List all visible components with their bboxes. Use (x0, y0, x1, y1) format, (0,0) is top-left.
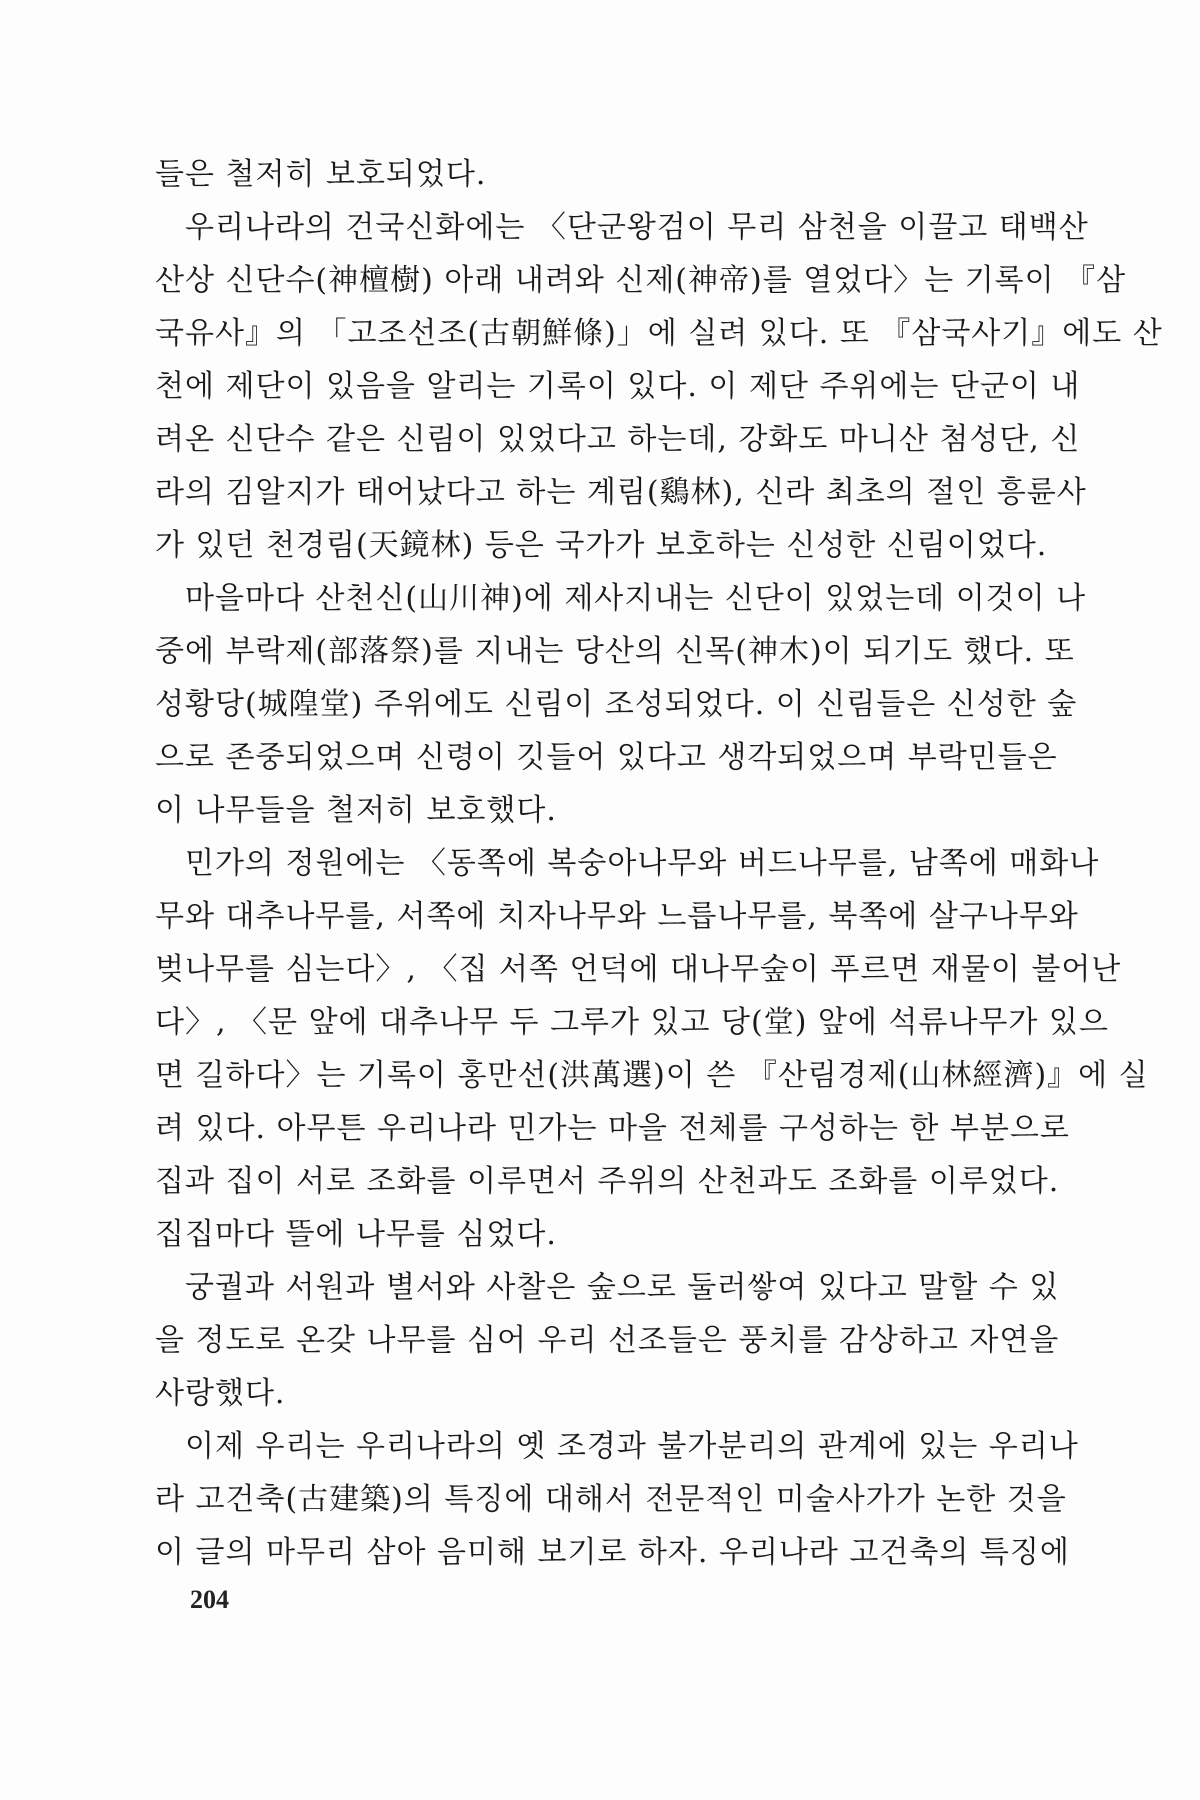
text-line: 천에 제단이 있음을 알리는 기록이 있다. 이 제단 주위에는 단군이 내 (155, 369, 1081, 404)
text-line: 이 글의 마무리 삼아 음미해 보기로 하자. 우리나라 고건축의 특징에 (155, 1535, 1070, 1570)
text-line: 산상 신단수(神檀樹) 아래 내려와 신제(神帝)를 열었다〉는 기록이 『삼 (155, 263, 1127, 298)
paragraph (155, 837, 1149, 1261)
text-line: 무와 대추나무를, 서쪽에 치자나무와 느릅나무를, 북쪽에 살구나무와 (155, 899, 1079, 934)
paragraph (155, 1261, 1060, 1420)
text-line: 면 길하다〉는 기록이 홍만선(洪萬選)이 쓴 『산림경제(山林經濟)』에 실 (155, 1058, 1149, 1093)
text-line: 우리나라의 건국신화에는 〈단군왕검이 무리 삼천을 이끌고 태백산 (185, 210, 1089, 245)
text-line: 이 나무들을 철저히 보호했다. (155, 793, 557, 828)
text-line: 을 정도로 온갖 나무를 심어 우리 선조들은 풍치를 감상하고 자연을 (155, 1323, 1060, 1358)
text-line: 성황당(城隍堂) 주위에도 신림이 조성되었다. 이 신림들은 신성한 숲 (155, 687, 1078, 722)
paragraph (155, 1420, 1079, 1579)
text-line: 다〉, 〈문 앞에 대추나무 두 그루가 있고 당(堂) 앞에 석류나무가 있으 (155, 1005, 1109, 1040)
text-line: 라의 김알지가 태어났다고 하는 계림(鷄林), 신라 최초의 절인 흥륜사 (155, 475, 1087, 510)
text-line: 가 있던 천경림(天鏡林) 등은 국가가 보호하는 신성한 신림이었다. (155, 528, 1048, 563)
text-line: 려 있다. 아무튼 우리나라 민가는 마을 전체를 구성하는 한 부분으로 (155, 1111, 1070, 1146)
text-line: 려온 신단수 같은 신림이 있었다고 하는데, 강화도 마니산 첨성단, 신 (155, 422, 1081, 457)
text-line: 라 고건축(古建築)의 특징에 대해서 전문적인 미술사가가 논한 것을 (155, 1482, 1067, 1517)
text-line: 마을마다 산천신(山川神)에 제사지내는 신단이 있었는데 이것이 나 (185, 581, 1087, 616)
text-line: 사랑했다. (155, 1376, 286, 1411)
text-line: 집집마다 뜰에 나무를 심었다. (155, 1217, 557, 1252)
text-line: 벚나무를 심는다〉, 〈집 서쪽 언덕에 대나무숲이 푸르면 재물이 불어난 (155, 952, 1122, 987)
text-line: 국유사』의 「고조선조(古朝鮮條)」에 실려 있다. 또 『삼국사기』에도 산 (155, 316, 1163, 351)
text-line: 으로 존중되었으며 신령이 깃들어 있다고 생각되었으며 부락민들은 (155, 740, 1058, 775)
paragraph (155, 201, 1163, 572)
body-text (155, 148, 1163, 1579)
page-number: 204 (190, 1585, 229, 1614)
paragraph (155, 148, 1035, 201)
text-line: 민가의 정원에는 〈동쪽에 복숭아나무와 버드나무를, 남쪽에 매화나 (185, 846, 1100, 881)
text-line: 중에 부락제(部落祭)를 지내는 당산의 신목(神木)이 되기도 했다. 또 (155, 634, 1075, 669)
paragraph (155, 572, 1087, 837)
text-line: 이제 우리는 우리나라의 옛 조경과 불가분리의 관계에 있는 우리나 (185, 1429, 1079, 1464)
text-line: 집과 집이 서로 조화를 이루면서 주위의 산천과도 조화를 이루었다. (155, 1164, 1060, 1199)
text-line: 들은 철저히 보호되었다. (155, 157, 487, 192)
text-line: 궁궐과 서원과 별서와 사찰은 숲으로 둘러쌓여 있다고 말할 수 있 (185, 1270, 1060, 1305)
